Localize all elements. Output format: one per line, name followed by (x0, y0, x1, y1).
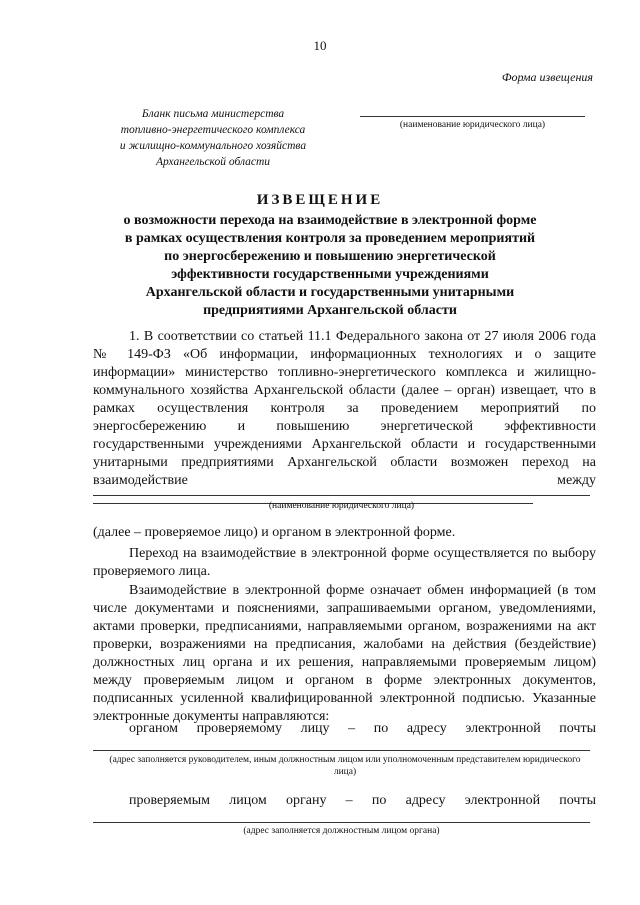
letterhead-line: Архангельской области (155, 156, 271, 168)
letterhead-line: и жилищно-коммунального хозяйства (119, 140, 307, 152)
address-line-2 (93, 822, 590, 823)
paragraph-1-tail: между (557, 473, 596, 488)
paragraph-1 (93, 328, 596, 510)
subtitle-line: предприятиями Архангельской области (203, 303, 457, 318)
subtitle-line: в рамках осуществления контроля за проведением мероприятий (124, 231, 536, 246)
page-number: 10 (313, 38, 327, 53)
address-line-1 (93, 750, 590, 751)
subtitle-line: эффективности государственными учреждениями (171, 267, 489, 282)
subtitle-line: Архангельской области и государственными унитарными (145, 285, 515, 300)
paragraph-6: проверяемым лицом органу – по адресу электронной почты (129, 793, 596, 808)
letterhead-line: Бланк письма министерства (141, 108, 285, 120)
paragraph-1-text: 1. В соответствии со статьей 11.1 Федерального закона от 27 июля 2006 года № 149-ФЗ «Об информации, информационных технологиях и о защите информации» министерство топливно-энергетического комплекса и жилищно-коммунального хозяйства Архангельской области (далее – орган) извещает, что в рамках осуществления контроля за проведением мероприятий по энергосбережению и повышению энергетической эффективности государственными учреждениями Архангельской области и государственными унитарными предприятиями Архангельской области возможен переход на взаимодействие (93, 329, 596, 488)
letterhead (88, 106, 338, 170)
org-name-line (360, 116, 585, 117)
address-caption-2: (адрес заполняется должностным лицом органа) (243, 826, 440, 836)
document-title: ИЗВЕЩЕНИЕ (256, 192, 384, 208)
org-name-caption: (наименование юридического лица) (399, 120, 546, 130)
paragraph-3: Переход на взаимодействие в электронной форме осуществляется по выбору проверяемого лица. (93, 546, 596, 579)
paragraph-2: (далее – проверяемое лицо) и органом в электронной форме. (93, 525, 456, 540)
letterhead-line: топливно-энергетического комплекса (120, 124, 306, 136)
form-label: Форма извещения (501, 70, 593, 84)
paragraph-4: Взаимодействие в электронной форме означает обмен информацией (в том числе документами и пояснениями, запрашиваемыми органом, уведомлениями, актами проверки, предписаниями, направляемыми органом, возражениями на акт проверки, возражениями на предписания, жалобами на действия (бездействие) должностных лиц органа и их решения, направляемыми проверяемым лицом) между проверяемым лицом и органом в форме электронных документов, подписанных усиленной квалифицированной электронной подписью. Указанные электронные документы направляются: (93, 583, 596, 724)
entity-name-caption: (наименование юридического лица) (268, 501, 415, 511)
subtitle-line: по энергосбережению и повышению энергетической (164, 249, 496, 264)
entity-name-line (93, 495, 590, 496)
document-subtitle (100, 212, 560, 320)
subtitle-line: о возможности перехода на взаимодействие в электронной форме (123, 213, 537, 228)
address-caption-1: (адрес заполняется руководителем, иным должностным лицом или уполномоченным представителем юридического лица) (109, 755, 581, 777)
paragraph-5: органом проверяемому лицу – по адресу электронной почты (129, 721, 596, 736)
